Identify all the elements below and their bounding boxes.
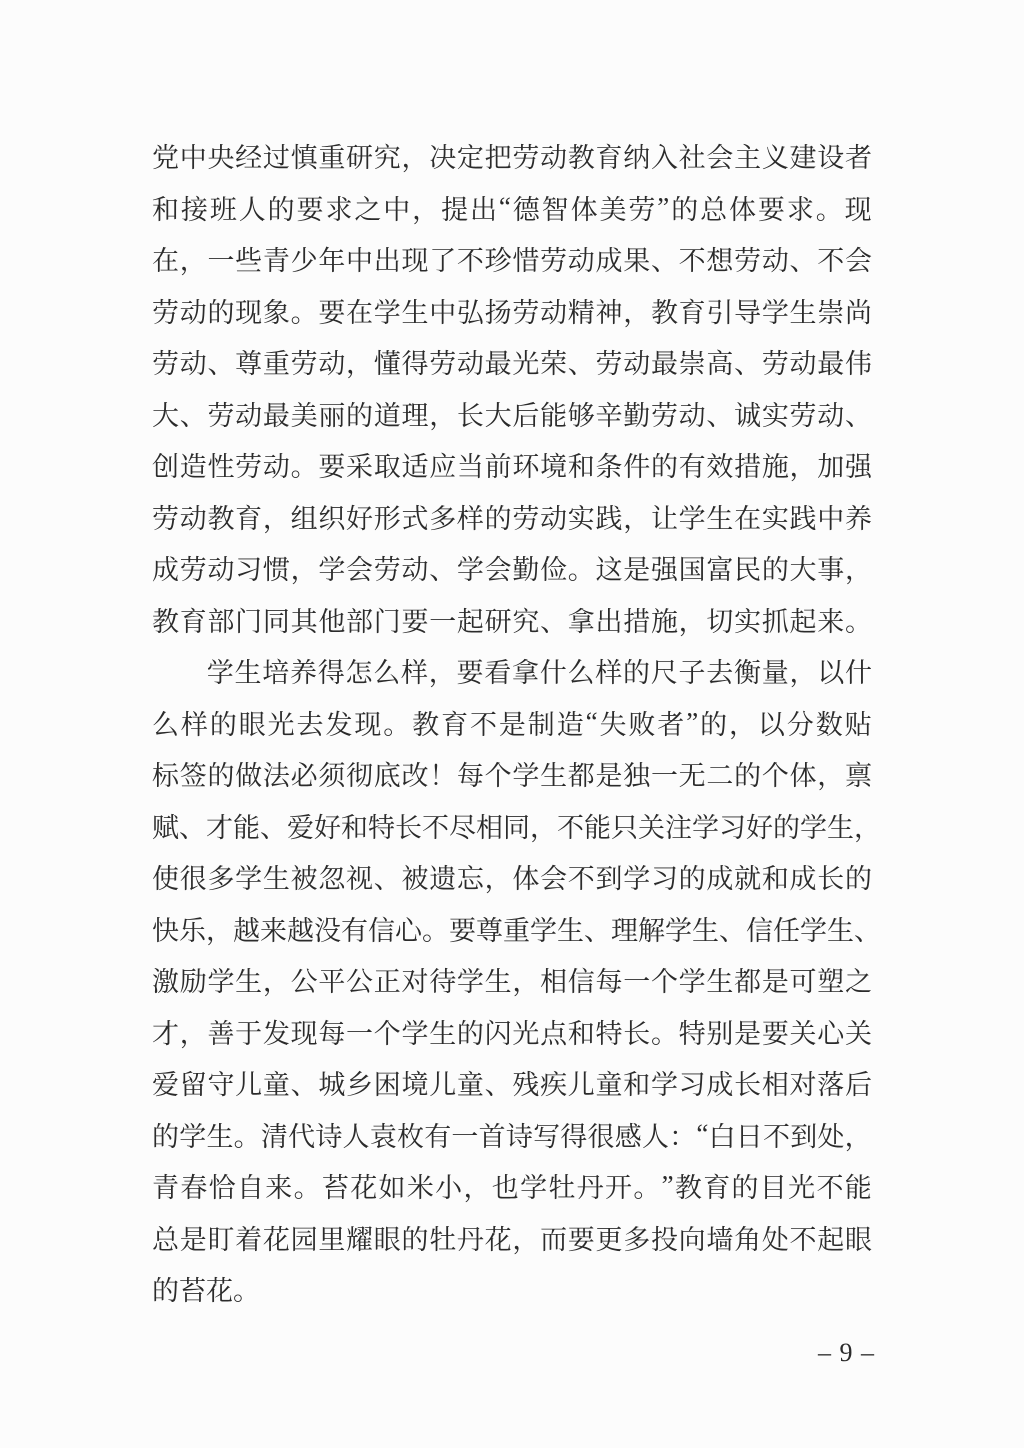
text-line: 教 育 部 门 同 其 他 部 门 要 一 起 研 究 、 拿 出 措 施 ， 切 实 抓 起 来 。 <box>152 606 872 637</box>
paragraph <box>152 130 872 645</box>
paragraph <box>152 645 881 1315</box>
text-line: 劳 动 、 尊 重 劳 动 ， 懂 得 劳 动 最 光 荣 、 劳 动 最 崇 高 、 劳 动 最 伟 <box>152 349 872 380</box>
text-line: 创 造 性 劳 动 。 要 采 取 适 应 当 前 环 境 和 条 件 的 有 效 措 施 ， 加 强 <box>152 452 872 483</box>
document-body-text <box>152 130 881 1315</box>
text-line: 的 苔 花 。 <box>152 1276 260 1307</box>
text-line: 在 ， 一 些 青 少 年 中 出 现 了 不 珍 惜 劳 动 成 果 、 不 想 劳 动 、 不 会 <box>152 246 872 277</box>
text-line: 才 ， 善 于 发 现 每 一 个 学 生 的 闪 光 点 和 特 长 。 特 别 是 要 关 心 关 <box>152 1018 872 1049</box>
text-line: 使 很 多 学 生 被 忽 视 、 被 遗 忘 ， 体 会 不 到 学 习 的 成 就 和 成 长 的 <box>152 864 872 895</box>
text-line: 成 劳 动 习 惯 ， 学 会 劳 动 、 学 会 勤 俭 。 这 是 强 国 富 民 的 大 事 ， <box>152 555 872 586</box>
text-line: 激 励 学 生 ， 公 平 公 正 对 待 学 生 ， 相 信 每 一 个 学 生 都 是 可 塑 之 <box>152 967 872 998</box>
text-line: 爱 留 守 儿 童 、 城 乡 困 境 儿 童 、 残 疾 儿 童 和 学 习 成 长 相 对 落 后 <box>152 1070 872 1101</box>
page-number: – 9 – <box>818 1338 875 1367</box>
text-line: 党 中 央 经 过 慎 重 研 究 ， 决 定 把 劳 动 教 育 纳 入 社 会 主 义 建 设 者 <box>152 143 872 174</box>
text-line: 劳 动 的 现 象 。 要 在 学 生 中 弘 扬 劳 动 精 神 ， 教 育 引 导 学 生 崇 尚 <box>152 297 872 328</box>
text-line: 青 春 恰 自 来 。 苔 花 如 米 小 ， 也 学 牡 丹 开 。 ” 教 育 的 目 光 不 能 <box>152 1170 872 1204</box>
text-line: 么 样 的 眼 光 去 发 现 。 教 育 不 是 制 造 “ 失 败 者 ” 的 ， 以 分 数 贴 <box>152 706 872 740</box>
text-line: 快 乐 ， 越 来 越 没 有 信 心 。 要 尊 重 学 生 、 理 解 学 生 、 信 任 学 生 、 <box>152 915 881 946</box>
text-line: 赋 、 才 能 、 爱 好 和 特 长 不 尽 相 同 ， 不 能 只 关 注 学 习 好 的 学 生 ， <box>152 812 881 843</box>
text-line: 大 、 劳 动 最 美 丽 的 道 理 ， 长 大 后 能 够 辛 勤 劳 动 、 诚 实 劳 动 、 <box>152 400 872 431</box>
text-line: 学 生 培 养 得 怎 么 样 ， 要 看 拿 什 么 样 的 尺 子 去 衡 量 ， 以 什 <box>206 658 872 689</box>
text-line: 的 学 生 。 清 代 诗 人 袁 枚 有 一 首 诗 写 得 很 感 人 ： “ 白 日 不 到 处 ， <box>152 1118 872 1152</box>
text-line: 劳 动 教 育 ， 组 织 好 形 式 多 样 的 劳 动 实 践 ， 让 学 生 在 实 践 中 养 <box>152 503 872 534</box>
text-line: 和 接 班 人 的 要 求 之 中 ， 提 出 “ 德 智 体 美 劳 ” 的 总 体 要 求 。 现 <box>152 191 872 225</box>
text-line: 标 签 的 做 法 必 须 彻 底 改 ！ 每 个 学 生 都 是 独 一 无 二 的 个 体 ， 禀 <box>152 761 872 792</box>
text-line: 总 是 盯 着 花 园 里 耀 眼 的 牡 丹 花 ， 而 要 更 多 投 向 墙 角 处 不 起 眼 <box>152 1224 872 1255</box>
